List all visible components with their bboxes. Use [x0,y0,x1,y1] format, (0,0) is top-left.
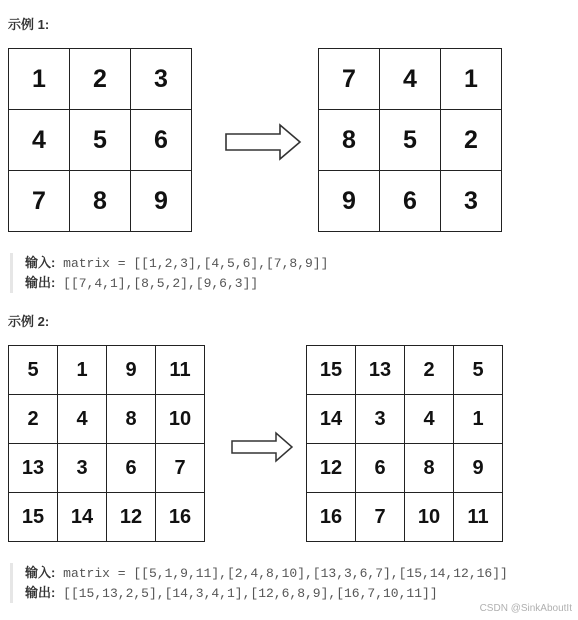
matrix-cell: 6 [107,444,156,493]
matrix-cell: 2 [9,395,58,444]
example-1-io-block [10,253,328,293]
output-label: 输出: [25,275,56,290]
matrix-cell: 1 [9,49,70,110]
matrix-cell: 12 [107,493,156,542]
matrix-cell: 4 [380,49,441,110]
right-arrow-icon [230,430,296,464]
input-line [25,253,328,273]
matrix-cell: 8 [107,395,156,444]
output-line [25,273,328,293]
matrix-cell: 2 [441,110,502,171]
matrix-cell: 6 [356,444,405,493]
input-line [25,563,508,583]
matrix-cell: 4 [405,395,454,444]
example-1-output-matrix [318,48,502,232]
matrix-cell: 7 [9,171,70,232]
output-label: 输出: [25,585,56,600]
output-line [25,583,508,603]
matrix-cell: 11 [454,493,503,542]
input-label: 输入: [25,255,56,270]
matrix-cell: 7 [319,49,380,110]
matrix-cell: 6 [380,171,441,232]
matrix-cell: 7 [356,493,405,542]
example-1-input-matrix [8,48,192,232]
matrix-cell: 6 [131,110,192,171]
matrix-cell: 4 [9,110,70,171]
matrix-cell: 4 [58,395,107,444]
matrix-cell: 16 [156,493,205,542]
matrix-cell: 16 [307,493,356,542]
matrix-cell: 14 [307,395,356,444]
matrix-cell: 8 [405,444,454,493]
example-1-heading: 示例 1: [8,17,50,32]
matrix-cell: 8 [70,171,131,232]
matrix-cell: 2 [405,346,454,395]
output-value: [[7,4,1],[8,5,2],[9,6,3]] [63,276,259,291]
matrix-cell: 2 [70,49,131,110]
input-value: matrix = [[5,1,9,11],[2,4,8,10],[13,3,6,7],[15,14,12,16]] [63,566,508,581]
matrix-cell: 9 [107,346,156,395]
matrix-cell: 11 [156,346,205,395]
matrix-cell: 15 [307,346,356,395]
example-2-heading: 示例 2: [8,314,50,329]
matrix-cell: 10 [156,395,205,444]
matrix-cell: 9 [454,444,503,493]
matrix-cell: 10 [405,493,454,542]
matrix-cell: 1 [441,49,502,110]
matrix-cell: 14 [58,493,107,542]
matrix-cell: 9 [319,171,380,232]
matrix-cell: 7 [156,444,205,493]
matrix-cell: 5 [454,346,503,395]
matrix-cell: 3 [356,395,405,444]
output-value: [[15,13,2,5],[14,3,4,1],[12,6,8,9],[16,7,10,11]] [63,586,438,601]
matrix-cell: 13 [9,444,58,493]
matrix-cell: 3 [441,171,502,232]
matrix-cell: 5 [9,346,58,395]
matrix-cell: 5 [380,110,441,171]
right-arrow-icon [224,122,304,162]
input-label: 输入: [25,565,56,580]
matrix-cell: 1 [454,395,503,444]
example-2-input-matrix [8,345,205,542]
matrix-cell: 8 [319,110,380,171]
matrix-cell: 3 [58,444,107,493]
input-value: matrix = [[1,2,3],[4,5,6],[7,8,9]] [63,256,329,271]
matrix-cell: 1 [58,346,107,395]
matrix-cell: 12 [307,444,356,493]
matrix-cell: 5 [70,110,131,171]
example-2-output-matrix [306,345,503,542]
matrix-cell: 9 [131,171,192,232]
watermark: CSDN @SinkAboutIt [479,603,572,614]
matrix-cell: 3 [131,49,192,110]
matrix-cell: 13 [356,346,405,395]
example-2-io-block [10,563,508,603]
matrix-cell: 15 [9,493,58,542]
